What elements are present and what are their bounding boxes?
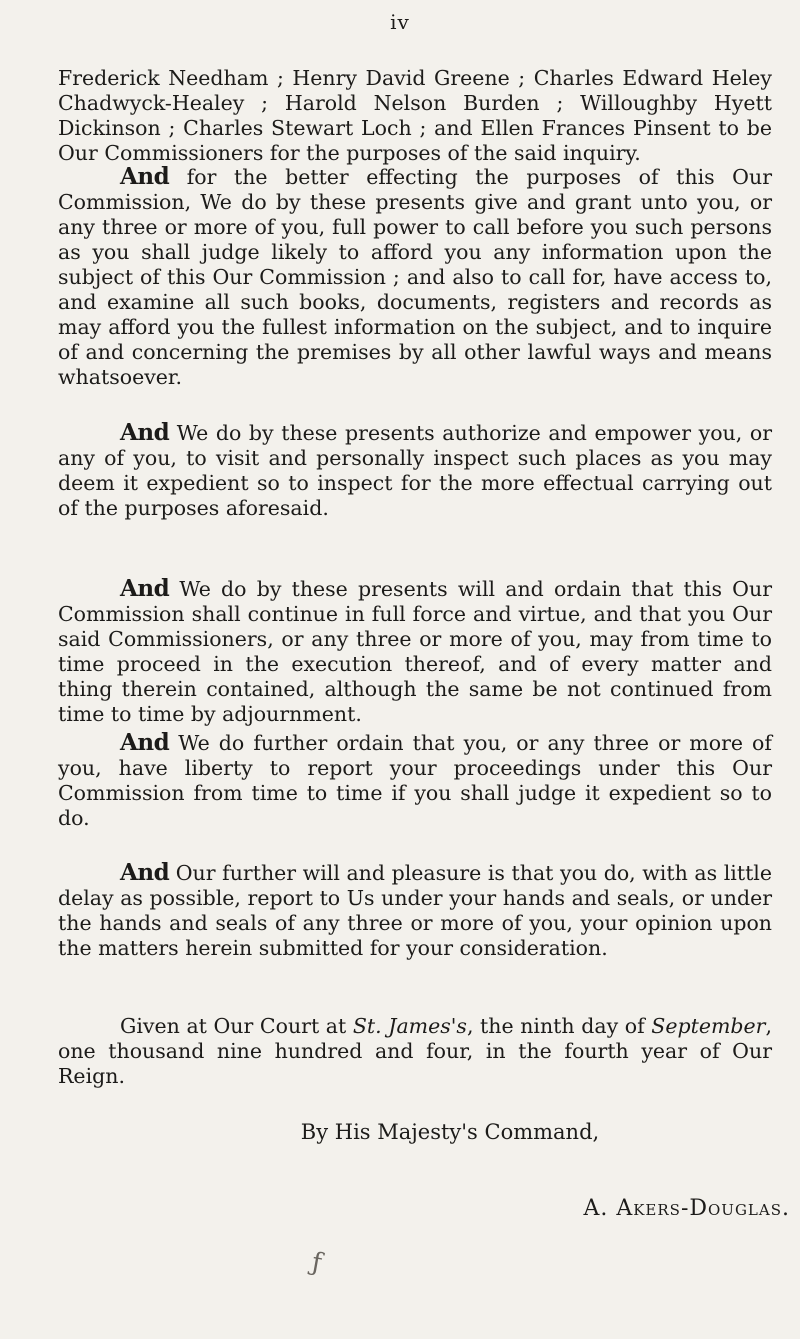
paragraph-lead-word: And — [120, 419, 170, 446]
paragraph-lead-word: And — [120, 859, 170, 886]
paragraph-inspection — [58, 420, 772, 521]
paragraph-text: Frederick Needham ; Henry David Greene ; Charles Edward Heley Chadwyck-Healey ; Harold Nelson Burden ; Willoughby Hyett Dickinson ; Charles Stewart Loch ; and Ellen Frances Pinsent to be Our Commissioners for the purposes of the said inquiry. — [58, 66, 772, 165]
paragraph-lead-word: And — [120, 729, 170, 756]
paragraph-text: We do by these presents authorize and empower you, or any of you, to visit and personally inspect such places as you may deem it expedient so to inspect for the more effectual carrying out of the purposes aforesaid. — [58, 421, 772, 520]
page-number: iv — [390, 10, 410, 34]
given-at-court — [58, 1014, 772, 1089]
paragraph-powers — [58, 164, 772, 390]
paragraph-text: We do by these presents will and ordain that this Our Commission shall continue in full force and virtue, and that you Our said Commissioners, or any three or more of you, may from time to time proceed in the execution thereof, and of every matter and thing therein contained, although the same be not continued from time to time by adjournment. — [58, 577, 772, 726]
given-place: St. James's — [352, 1014, 467, 1038]
given-month: September — [651, 1014, 766, 1038]
given-middle: , the ninth day of — [466, 1014, 652, 1038]
given-prefix: Given at Our Court at — [120, 1014, 353, 1038]
paragraph-text: We do further ordain that you, or any three or more of you, have liberty to report your proceedings under this Our Commission from time to time if you shall judge it expedient so to do. — [58, 731, 772, 830]
signature: A. Akers-Douglas. — [583, 1196, 790, 1221]
paragraph-reporting — [58, 730, 772, 831]
paragraph-lead-word: And — [120, 575, 170, 602]
paragraph-lead-word: And — [120, 163, 170, 190]
given-suffix: , one thousand nine hundred and four, in the fourth year of Our Reign. — [58, 1014, 772, 1088]
paragraph-commissioners — [58, 66, 772, 166]
paragraph-text: for the better effecting the purposes of this Our Commission, We do by these presents give and grant unto you, or any three or more of you, full power to call before you such persons as you shall judge likely to afford you any information upon the subject of this Our Commission ; and also to call for, have access to, and examine all such books, documents, registers and records as may afford you the fullest information on the subject, and to inquire of and concerning the premises by all other lawful ways and means whatsoever. — [58, 165, 772, 389]
paragraph-final-report — [58, 860, 772, 961]
paragraph-continuation — [58, 576, 772, 727]
command-line: By His Majesty's Command, — [300, 1120, 600, 1144]
paragraph-text: Our further will and pleasure is that you do, with as little delay as possible, report to Us under your hands and seals, or under the hands and seals of any three or more of you, your opinion upon the matters herein submitted for your consideration. — [58, 861, 772, 960]
ink-mark: ƒ — [309, 1247, 325, 1279]
